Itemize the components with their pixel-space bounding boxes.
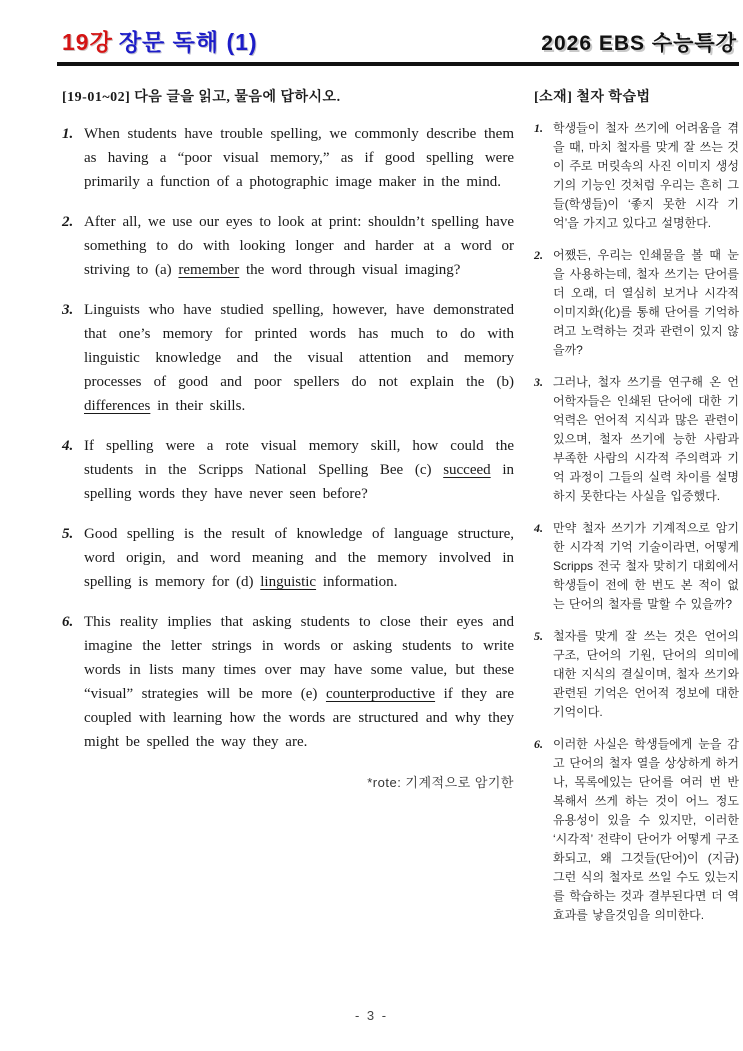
underlined-word: counterproductive xyxy=(325,686,436,702)
text-segment: Good spelling is the result of knowledge of language structure, word origin, and word meaning and the memory involved in spelling is memory for (d) xyxy=(84,526,514,590)
paragraph-text xyxy=(84,522,514,594)
text-segment: in spelling words they have never seen before? xyxy=(84,462,514,502)
passage-paragraph xyxy=(534,373,739,506)
passage-paragraph xyxy=(62,298,514,418)
paragraph-number: 6. xyxy=(62,614,74,630)
passage-paragraph xyxy=(62,122,514,194)
paragraph-number: 4. xyxy=(62,438,74,454)
paragraph-number: 3. xyxy=(534,375,543,389)
passage-paragraph xyxy=(62,610,514,754)
paragraph-text xyxy=(84,122,514,194)
text-segment: in their skills. xyxy=(150,398,246,414)
page-header xyxy=(62,24,737,57)
underlined-word: succeed xyxy=(443,462,491,478)
text-segment: After all, we use our eyes to look at print: shouldn’t spelling have something to do with looking longer and harder at a word or striving to (a) xyxy=(84,214,514,278)
paragraph-text xyxy=(84,210,514,282)
passage-paragraph xyxy=(534,627,739,722)
english-passage xyxy=(62,122,514,754)
text-segment: This reality implies that asking students to close their eyes and imagine the letter strings in words or asking students to write words in lists many times over may have some value, but these “visual” strategies will be more (e) xyxy=(84,614,514,702)
passage-paragraph xyxy=(62,434,514,506)
lesson-number: 19강 xyxy=(62,29,113,55)
paragraph-number: 4. xyxy=(534,521,543,535)
text-segment: When students have trouble spelling, we commonly describe them as having a “poor visual memory,” as if good spelling were primarily a function of a photographic image maker in the mind. xyxy=(84,126,514,190)
passage-paragraph xyxy=(62,210,514,282)
paragraph-text: 학생들이 철자 쓰기에 어려움을 겪을 때, 마치 철자를 맞게 잘 쓰는 것이 주로 머릿속의 사진 이미지 생성기의 기능인 것처럼 우리는 흔히 그들(학생들)이 ‘좋지 못한 시각 기억’을 가지고 있다고 설명한다. xyxy=(553,121,739,230)
korean-translation-column xyxy=(534,86,739,925)
paragraph-text xyxy=(84,610,514,754)
english-passage-column xyxy=(62,86,514,925)
book-title: 2026 EBS 수능특강 xyxy=(541,32,737,55)
underlined-word: remember xyxy=(178,262,240,278)
topic-label: [소재] 철자 학습법 xyxy=(534,90,651,105)
paragraph-text xyxy=(84,298,514,418)
passage-paragraph xyxy=(534,246,739,360)
question-instruction: [19-01~02] 다음 글을 읽고, 물음에 답하시오. xyxy=(62,90,341,105)
lesson-name: 장문 독해 (1) xyxy=(118,29,258,55)
passage-paragraph xyxy=(534,735,739,925)
paragraph-text: 이러한 사실은 학생들에게 눈을 감고 단어의 철자 열을 상상하게 하거나, 목록에있는 단어를 여러 번 반복해서 쓰게 하는 것이 어느 정도 유용성이 있을 수 있지만, 이러한 ‘시각적’ 전략이 단어가 어떻게 구조화되고, 왜 그것들(단어)이 (지금) 그런 식의 철자로 쓰일 수도 있는지를 학습하는 것과 결부된다면 더 역효과를 낳을것임을 의미한다. xyxy=(553,737,739,922)
text-segment: If spelling were a rote visual memory skill, how could the students in the Scripps National Spelling Bee (c) xyxy=(84,438,514,478)
paragraph-text xyxy=(84,434,514,506)
header-divider-rule xyxy=(57,62,739,66)
page-number: - 3 - xyxy=(354,1008,389,1023)
underlined-word: differences xyxy=(84,398,151,414)
paragraph-number: 3. xyxy=(62,302,74,318)
paragraph-number: 1. xyxy=(534,121,543,135)
paragraph-number: 5. xyxy=(534,629,543,643)
paragraph-number: 2. xyxy=(62,214,74,230)
paragraph-text: 어쨌든, 우리는 인쇄물을 볼 때 눈을 사용하는데, 철자 쓰기는 단어를 더 오래, 더 열심히 보거나 시각적 이미지화(化)를 통해 단어를 기억하려고 노력하는 것과 관련이 있지 않을까? xyxy=(553,248,739,357)
paragraph-number: 5. xyxy=(62,526,74,542)
text-segment: if they are coupled with learning how the words are structured and why they might be spelled the way they are. xyxy=(84,686,514,750)
korean-translation xyxy=(534,119,739,925)
paragraph-text: 만약 철자 쓰기가 기계적으로 암기한 시각적 기억 기술이라면, 어떻게 Scripps 전국 철자 맞히기 대회에서 학생들이 전에 한 번도 본 적이 없는 단어의 철자를 말할 수 있을까? xyxy=(553,521,739,611)
passage-paragraph xyxy=(62,522,514,594)
text-segment: information. xyxy=(316,574,398,590)
paragraph-number: 6. xyxy=(534,737,543,751)
passage-paragraph xyxy=(534,519,739,614)
content-columns xyxy=(62,86,739,925)
paragraph-number: 1. xyxy=(62,126,74,142)
vocabulary-footnote: *rote: 기계적으로 암기한 xyxy=(367,775,514,790)
text-segment: Linguists who have studied spelling, however, have demonstrated that one’s memory for printed words has much to do with linguistic knowledge and the visual attention and memory processes of good and poor spellers do not explain the (b) xyxy=(84,302,514,390)
paragraph-text: 철자를 맞게 잘 쓰는 것은 언어의 구조, 단어의 기원, 단어의 의미에 대한 지식의 결실이며, 철자 쓰기와 관련된 기억은 언어적 정보에 대한 기억이다. xyxy=(553,629,739,719)
paragraph-number: 2. xyxy=(534,248,543,262)
underlined-word: linguistic xyxy=(260,574,317,590)
text-segment: the word through visual imaging? xyxy=(239,262,461,278)
lesson-title xyxy=(62,24,258,57)
paragraph-text: 그러나, 철자 쓰기를 연구해 온 언어학자들은 인쇄된 단어에 대한 기억력은 언어적 지식과 많은 관련이 있으며, 철자 쓰기에 능한 사람과 부족한 사람의 시각적 주의력과 기억 과정이 그들의 실력 차이를 설명하지 못한다는 사실을 입증했다. xyxy=(553,375,739,503)
passage-paragraph xyxy=(534,119,739,233)
